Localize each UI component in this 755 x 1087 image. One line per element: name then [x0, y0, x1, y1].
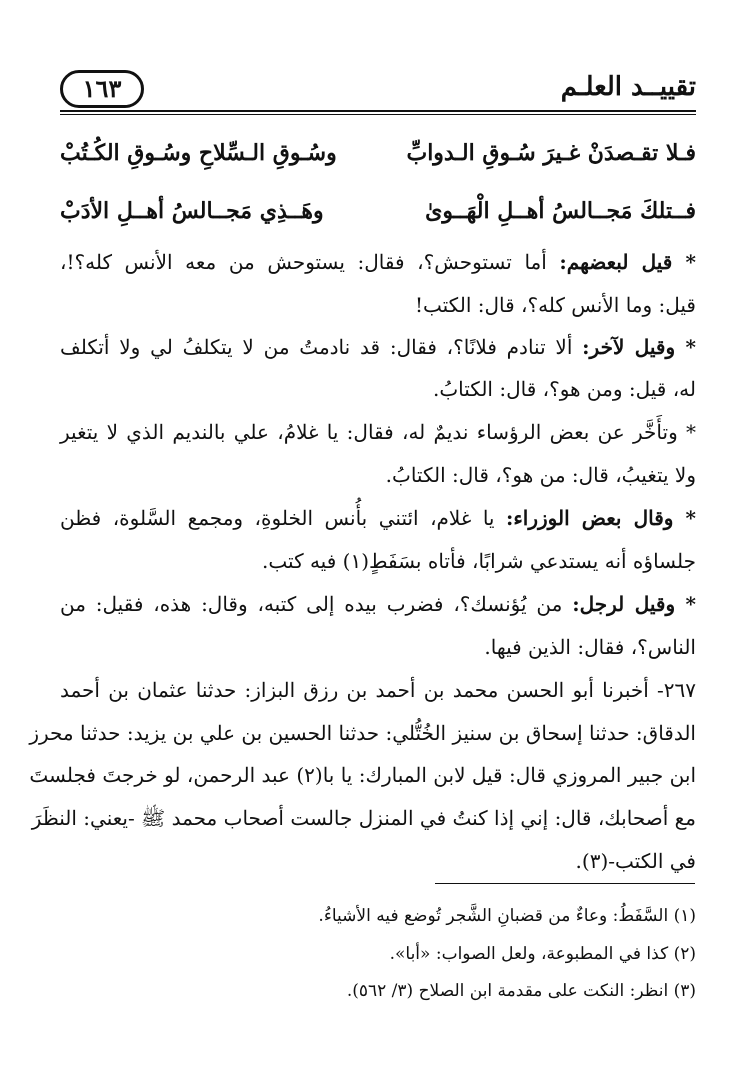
paragraph-text: أما تستوحش؟، فقال: يستوحش من معه الأنس كله؟!، — [60, 250, 547, 274]
footnote-separator — [435, 883, 695, 884]
paragraph-line: ٢٦٧- أخبرنا أبو الحسن محمد بن أحمد بن رزق البزاز: حدثنا عثمان بن أحمد — [60, 678, 697, 702]
verse-line-1 — [60, 140, 696, 176]
paragraph-line: له، قيل: ومن هو؟، قال: الكتابُ. — [432, 377, 696, 401]
page-number-badge: ١٦٣ — [60, 70, 144, 108]
paragraph-line: جلساؤه أنه يستدعي شرابًا، فأتاه بسَفَطٍ(١) فيه كتب. — [262, 549, 696, 573]
paragraph-line: في الكتب-(٣). — [575, 849, 696, 873]
paragraph-line: ولا يتغيبُ، قال: من هو؟، قال: الكتابُ. — [385, 463, 696, 487]
running-title: تقييــد العلـم — [560, 72, 696, 102]
paragraph-text: يا غلام، ائتني بأُنس الخلوةِ، ومجمع السَّلوة، فظن — [60, 506, 495, 530]
footnote-2: (٢) كذا في المطبوعة، ولعل الصواب: «أبا». — [389, 944, 696, 964]
header-rule — [60, 110, 696, 112]
paragraph-line: الناس؟، فقال: الذين فيها. — [484, 635, 696, 659]
paragraph-line — [60, 503, 696, 533]
paragraph-lead: * وقال بعض الوزراء: — [506, 506, 696, 530]
paragraph-line — [60, 589, 696, 619]
header-rule-thin — [60, 114, 696, 115]
verse-hemistich-second: وسُـوقِ الـسِّلاحِ وسُـوقِ الكُـتُبْ — [60, 140, 337, 166]
paragraph-lead: * وقيل لرجل: — [572, 592, 697, 616]
paragraph-line: مع أصحابك، قال: إني إذا كنتُ في المنزل جالست أصحاب محمد ﷺ -يعني: النظَرَ — [31, 806, 696, 830]
paragraph-line — [60, 247, 696, 277]
paragraph-line: ابن جبير المروزي قال: قيل لابن المبارك: يا با(٢) عبد الرحمن، لو خرجتَ فجلستَ — [29, 763, 696, 787]
paragraph-lead: * وقيل لآخر: — [582, 335, 696, 359]
verse-line-2 — [60, 198, 696, 234]
paragraph-line: الدقاق: حدثنا إسحاق بن سنيز الخُتُّلي: حدثنا الحسين بن علي بن يزيد: حدثنا محرز — [29, 721, 696, 745]
paragraph-text: من يُؤنسك؟، فضرب بيده إلى كتبه، وقال: هذه، فقيل: من — [60, 592, 563, 616]
paragraph-text: ألا تنادم فلانًا؟، فقال: قد نادمتُ من لا يتكلفُ لي ولا أتكلف — [60, 335, 573, 359]
paragraph-line: * وتأَخَّر عن بعض الرؤساء نديمٌ له، فقال: يا غلامُ، علي بالنديم الذي لا يتغير — [60, 420, 696, 444]
verse-hemistich-first: فــتلكَ مَجــالسُ أهــلِ الْهَــوىٰ — [425, 198, 696, 224]
paragraph-line: قيل: وما الأنس كله؟، قال: الكتب! — [414, 293, 696, 317]
paragraph-line — [60, 332, 696, 362]
paragraph-lead: * قيل لبعضهم: — [559, 250, 696, 274]
footnote-1: (١) السَّفَطُ: وعاءٌ من قضبانِ الشَّجر تُوضع فيه الأشياءُ. — [318, 906, 696, 926]
page-header — [60, 70, 696, 110]
verse-hemistich-second: وهَــذِي مَجــالسُ أهــلِ الأدَبْ — [60, 198, 324, 224]
footnote-3: (٣) انظر: النكت على مقدمة ابن الصلاح (٣/ ٥٦٢). — [346, 981, 696, 1001]
verse-hemistich-first: فـلا تقـصدَنْ غـيرَ سُـوقِ الـدوابِّ — [406, 140, 696, 166]
